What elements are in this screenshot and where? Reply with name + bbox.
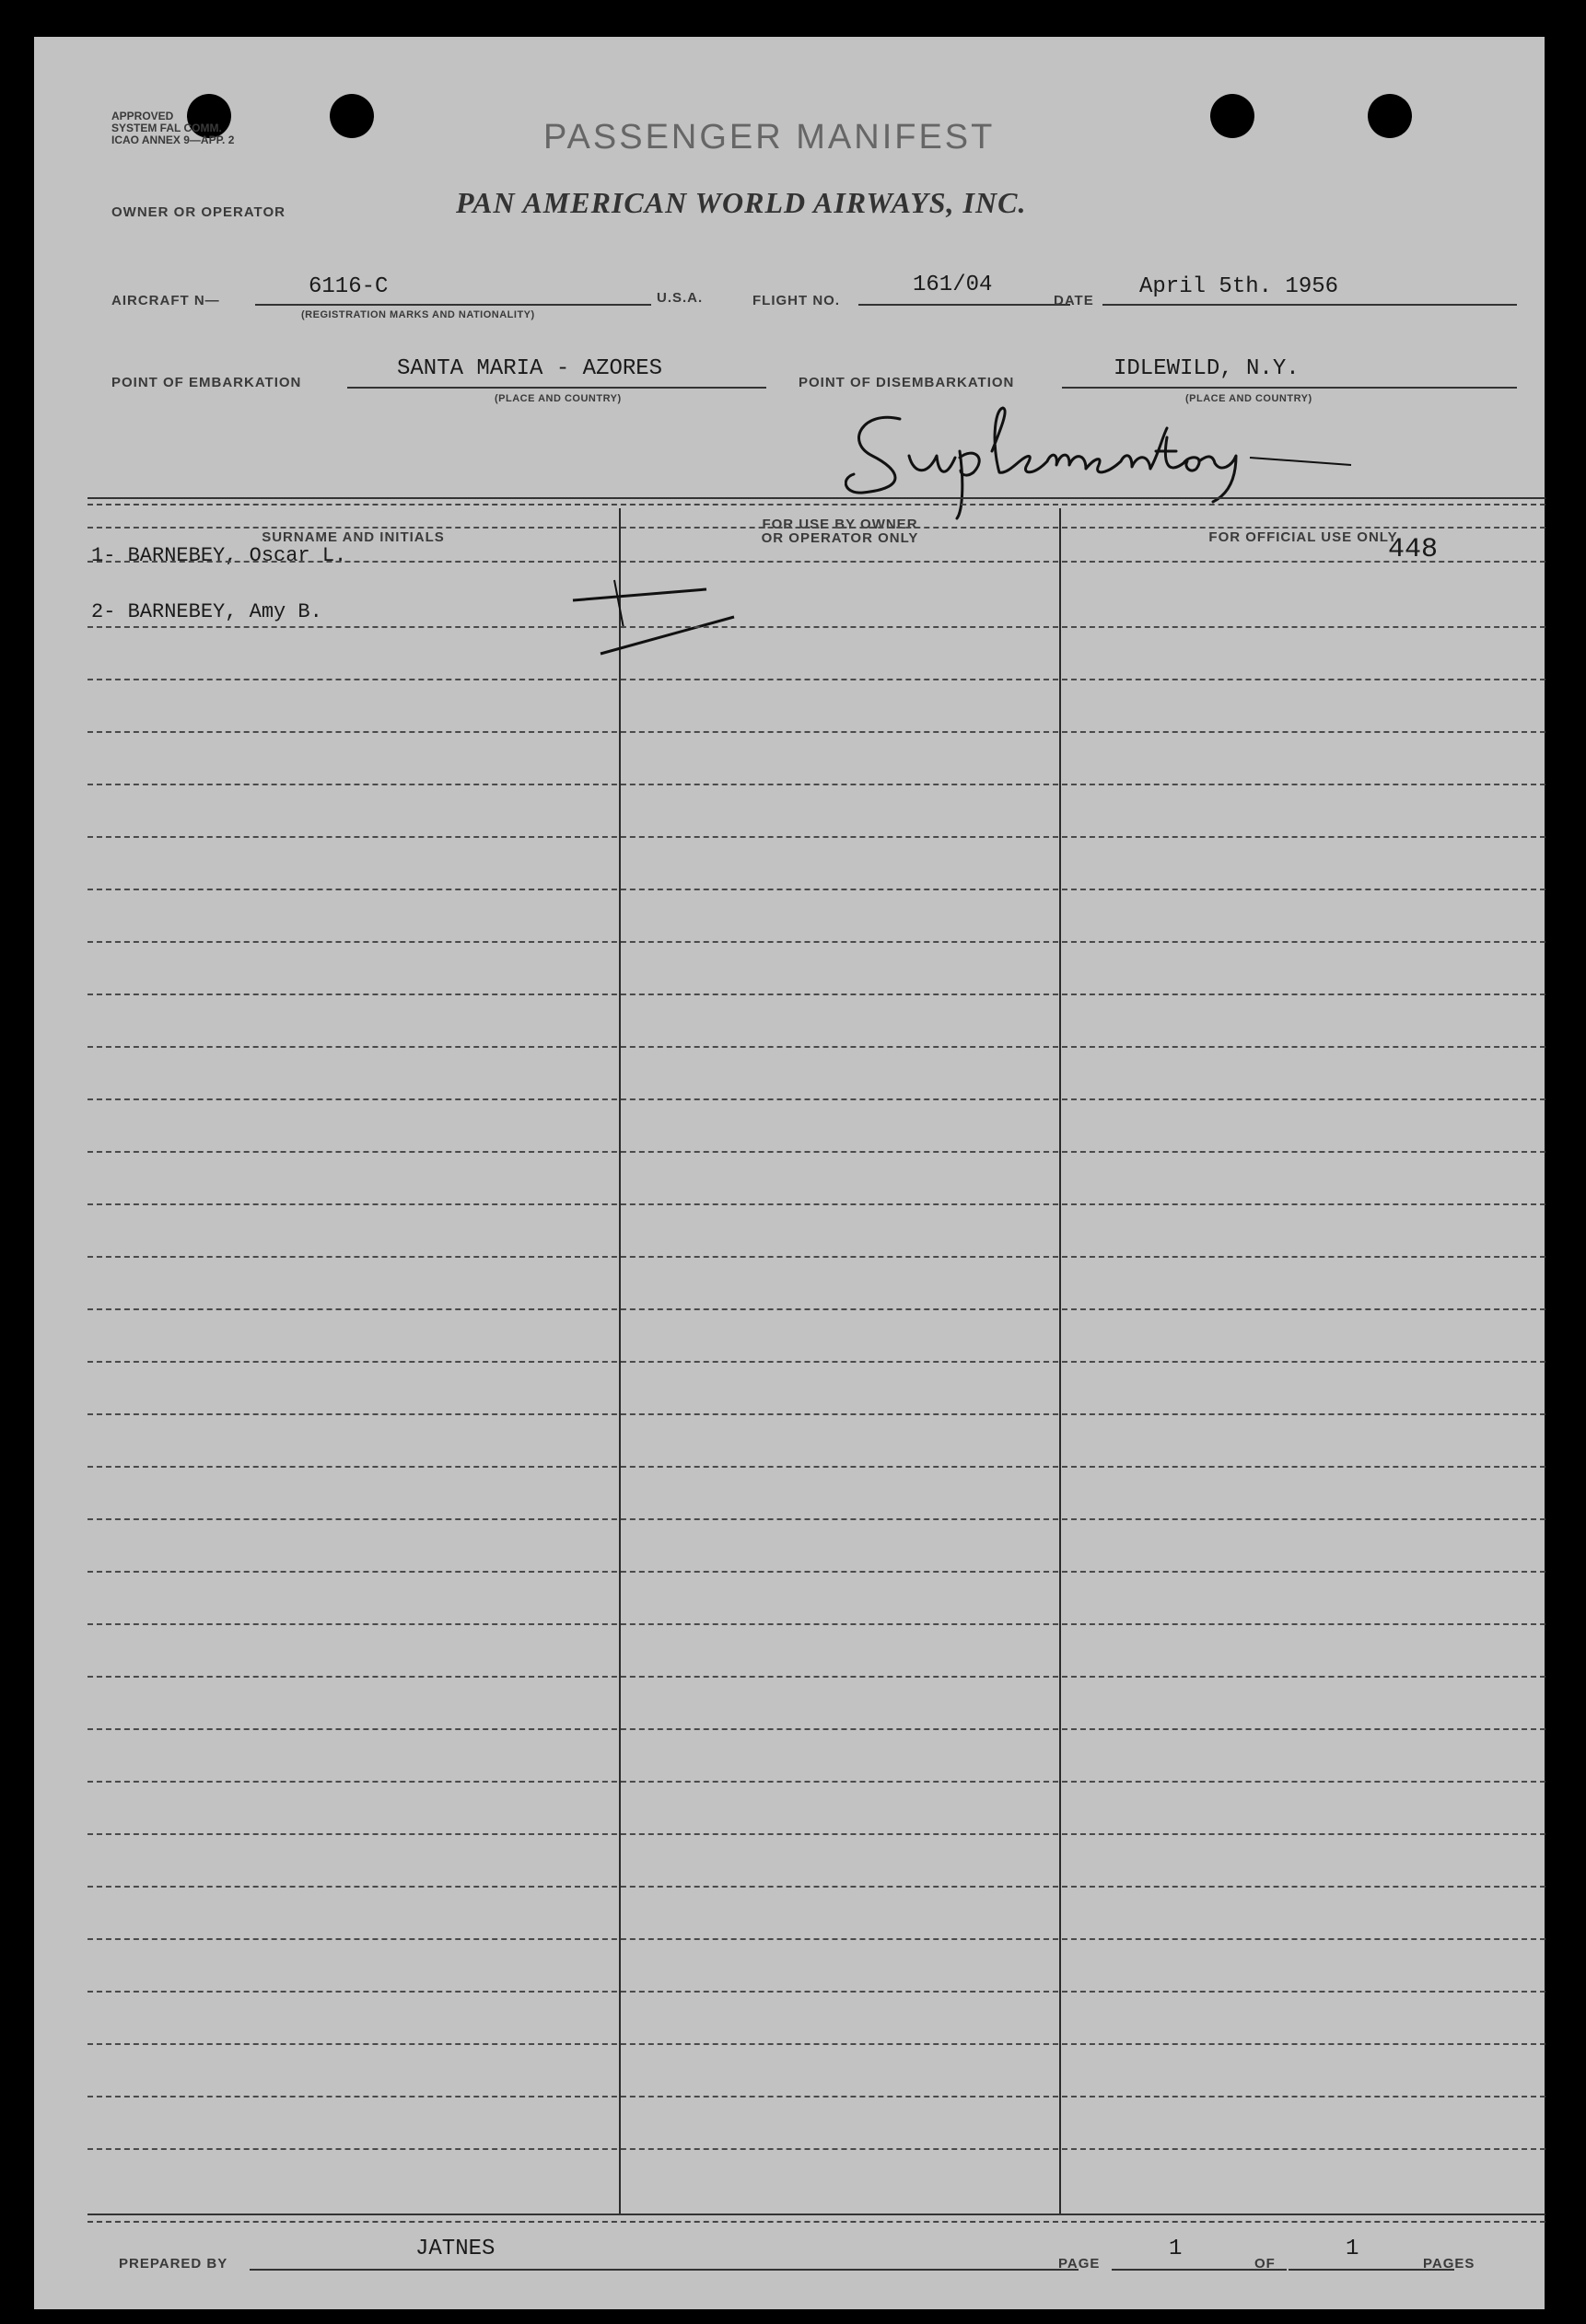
- owner-label: OWNER OR OPERATOR: [111, 204, 286, 220]
- ruled-line: [87, 994, 1545, 995]
- punch-hole: [1210, 94, 1254, 138]
- flight-value: 161/04: [913, 273, 993, 297]
- header-owner-use: [621, 517, 1059, 545]
- ruled-line: [87, 2043, 1545, 2045]
- prepared-value: JATNES: [415, 2237, 496, 2261]
- approval-block: [111, 110, 234, 146]
- ruled-line: [87, 1886, 1545, 1888]
- ruled-line: [87, 1098, 1545, 1100]
- ruled-line: [87, 561, 1545, 563]
- ruled-line: [87, 1256, 1545, 1258]
- ruled-line: [87, 2096, 1545, 2097]
- ruled-line: [87, 836, 1545, 838]
- ruled-line: [87, 1781, 1545, 1783]
- punch-hole: [1368, 94, 1412, 138]
- official-number: 448: [1388, 534, 1439, 565]
- page-label: PAGE: [1058, 2256, 1101, 2272]
- header-owner-use-line2: OR OPERATOR ONLY: [761, 530, 919, 546]
- ruled-line: [87, 1991, 1545, 1993]
- ruled-line: [87, 1833, 1545, 1835]
- flight-underline: [858, 304, 1070, 306]
- ruled-line: [87, 1308, 1545, 1310]
- ruled-line: [87, 889, 1545, 890]
- disembark-underline: [1062, 387, 1517, 389]
- date-label: DATE: [1054, 293, 1094, 308]
- ruled-line: [87, 1518, 1545, 1520]
- date-value: April 5th. 1956: [1139, 274, 1339, 299]
- prepared-underline: [250, 2269, 1079, 2271]
- approval-line: SYSTEM FAL COMM.: [111, 122, 222, 134]
- flight-label: FLIGHT NO.: [752, 293, 840, 308]
- ruled-line: [87, 527, 1545, 529]
- airline-name: PAN AMERICAN WORLD AIRWAYS, INC.: [456, 186, 1027, 219]
- handwritten-supplementary-note: [845, 401, 1360, 520]
- table-top-rule: [87, 497, 1545, 499]
- ruled-line: [87, 941, 1545, 943]
- ruled-line: [87, 1938, 1545, 1940]
- aircraft-label: AIRCRAFT N—: [111, 293, 220, 308]
- aircraft-value: 6116-C: [309, 274, 389, 299]
- page-value: 1: [1169, 2237, 1183, 2261]
- usa-label: U.S.A.: [657, 290, 704, 306]
- header-official-use: FOR OFFICIAL USE ONLY: [1208, 529, 1398, 545]
- ruled-line: [87, 626, 1545, 628]
- ruled-line: [87, 1203, 1545, 1205]
- embark-sublabel: (PLACE AND COUNTRY): [495, 393, 622, 404]
- pages-value: 1: [1346, 2237, 1359, 2261]
- ruled-line: [87, 1151, 1545, 1153]
- ruled-line: [87, 784, 1545, 785]
- form-title: PASSENGER MANIFEST: [543, 118, 996, 157]
- passenger-name: 1- BARNEBEY, Oscar L.: [91, 544, 347, 567]
- of-label: OF: [1254, 2256, 1276, 2272]
- disembark-label: POINT OF DISEMBARKATION: [799, 375, 1015, 390]
- table-top-rule-dashed: [87, 504, 1545, 505]
- embark-underline: [347, 387, 766, 389]
- ruled-line: [87, 1571, 1545, 1573]
- ruled-line: [87, 1361, 1545, 1363]
- aircraft-underline: [255, 304, 651, 306]
- passenger-name: 2- BARNEBEY, Amy B.: [91, 600, 322, 623]
- ruled-line: [87, 1728, 1545, 1730]
- ruled-line: [87, 679, 1545, 680]
- ruled-line: [87, 1046, 1545, 1048]
- disembark-value: IDLEWILD, N.Y.: [1114, 356, 1300, 381]
- ruled-line: [87, 1413, 1545, 1415]
- disembark-sublabel: (PLACE AND COUNTRY): [1185, 393, 1312, 404]
- ruled-line: [87, 2148, 1545, 2150]
- header-owner-use-line1: FOR USE BY OWNER: [762, 517, 918, 532]
- manifest-sheet: [34, 37, 1545, 2309]
- punch-hole: [330, 94, 374, 138]
- ruled-line: [87, 731, 1545, 733]
- approval-line: APPROVED: [111, 110, 174, 122]
- approval-line: ICAO ANNEX 9—APP. 2: [111, 134, 235, 146]
- table-bottom-rule: [87, 2214, 1545, 2215]
- embark-value: SANTA MARIA - AZORES: [397, 356, 663, 381]
- ruled-line: [87, 1623, 1545, 1625]
- header-surname: SURNAME AND INITIALS: [262, 529, 445, 545]
- pages-label: PAGES: [1423, 2256, 1475, 2272]
- table-bottom-rule-dashed: [87, 2221, 1545, 2223]
- date-underline: [1102, 304, 1517, 306]
- embark-label: POINT OF EMBARKATION: [111, 375, 302, 390]
- ruled-line: [87, 1466, 1545, 1468]
- registration-sublabel: (REGISTRATION MARKS AND NATIONALITY): [301, 309, 535, 320]
- ruled-line: [87, 1676, 1545, 1678]
- prepared-label: PREPARED BY: [119, 2256, 228, 2272]
